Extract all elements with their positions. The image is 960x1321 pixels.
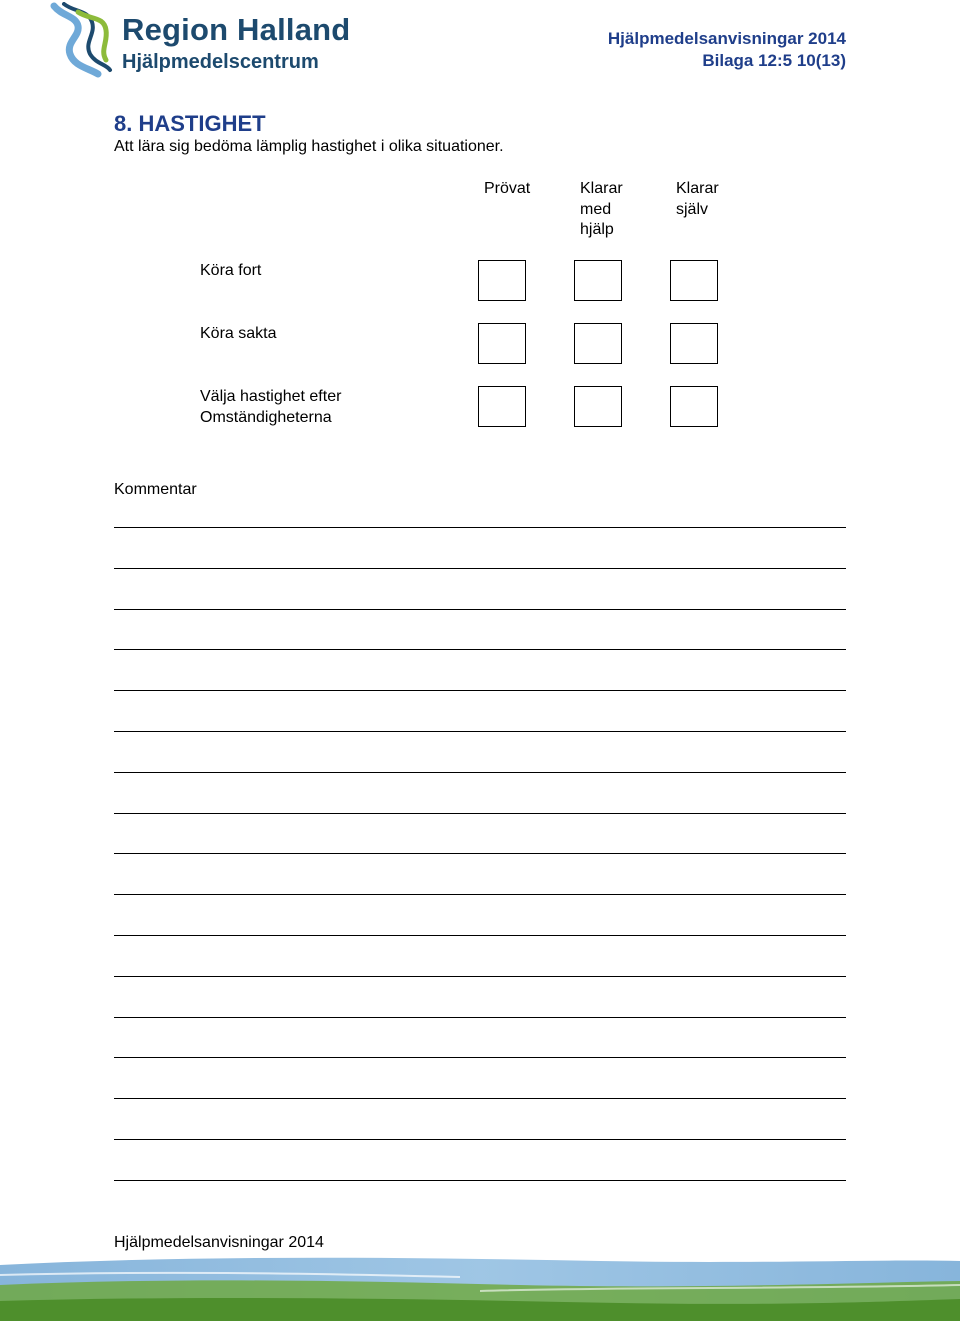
comment-line[interactable] — [114, 690, 846, 691]
checkbox-kora-sakta-klarar-med-hjalp[interactable] — [574, 323, 622, 364]
logo-subtitle: Hjälpmedelscentrum — [122, 51, 319, 73]
column-header-provat: Prövat — [484, 180, 531, 197]
checkbox-valja-hastighet-klarar-sjalv[interactable] — [670, 386, 718, 427]
checkbox-valja-hastighet-klarar-med-hjalp[interactable] — [574, 386, 622, 427]
comment-line[interactable] — [114, 731, 846, 732]
comment-line[interactable] — [114, 935, 846, 936]
checkbox-kora-sakta-provat[interactable] — [478, 323, 526, 364]
footer-wave-decoration — [0, 1255, 960, 1321]
column-header-klarar-med-hjalp: Klarar med hjälp — [580, 180, 623, 238]
column-header-klarar-sjalv: Klarar själv — [676, 180, 719, 218]
comment-line[interactable] — [114, 853, 846, 854]
checkbox-kora-fort-klarar-sjalv[interactable] — [670, 260, 718, 301]
comment-line[interactable] — [114, 1139, 846, 1140]
comment-line[interactable] — [114, 527, 846, 528]
footer-text: Hjälpmedelsanvisningar 2014 — [114, 1234, 324, 1251]
comment-label: Kommentar — [114, 481, 197, 498]
comment-line[interactable] — [114, 1017, 846, 1018]
section-subtitle: Att lära sig bedöma lämplig hastighet i olika situationer. — [114, 138, 504, 155]
logo-name: Region Halland — [122, 12, 351, 47]
row-label-valja-hastighet: Välja hastighet efter Omständigheterna — [200, 388, 342, 426]
comment-line[interactable] — [114, 813, 846, 814]
comment-line[interactable] — [114, 1057, 846, 1058]
comment-line[interactable] — [114, 894, 846, 895]
row-label-kora-sakta: Köra sakta — [200, 325, 277, 342]
checkbox-valja-hastighet-provat[interactable] — [478, 386, 526, 427]
document-title: Hjälpmedelsanvisningar 2014 — [607, 29, 846, 48]
checkbox-kora-fort-provat[interactable] — [478, 260, 526, 301]
comment-line[interactable] — [114, 772, 846, 773]
document-reference: Bilaga 12:5 10(13) — [702, 51, 846, 70]
comment-line[interactable] — [114, 609, 846, 610]
checkbox-kora-sakta-klarar-sjalv[interactable] — [670, 323, 718, 364]
section-title: 8. HASTIGHET — [114, 111, 266, 136]
comment-line[interactable] — [114, 1180, 846, 1181]
row-label-kora-fort: Köra fort — [200, 262, 262, 279]
comment-line[interactable] — [114, 649, 846, 650]
checkbox-kora-fort-klarar-med-hjalp[interactable] — [574, 260, 622, 301]
comment-line[interactable] — [114, 568, 846, 569]
comment-line[interactable] — [114, 976, 846, 977]
comment-line[interactable] — [114, 1098, 846, 1099]
